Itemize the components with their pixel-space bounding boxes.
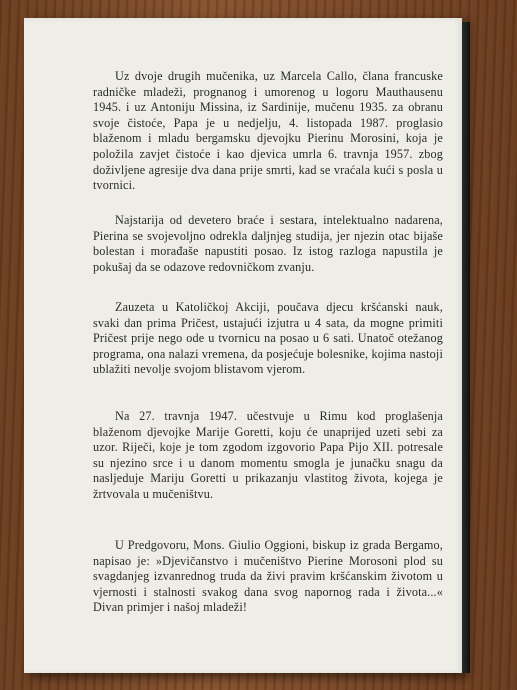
paragraph-5 (93, 538, 443, 616)
paragraph-3-text: Zauzeta u Katoličkoj Akciji, poučava djecu kršćanski nauk, svaki dan prima Pričest, ustajući izjutra u 4 sata, da mogne primiti Pričest prije nego ode u tvornicu na posao u 6 sati. Unatoč otežanog programa, ona nalazi vremena, da posjećuje bolesnike, kojima nastoji ublažiti nevolje svojom blistavom vjerom. (93, 300, 443, 377)
paragraph-4 (93, 409, 443, 503)
paragraph-2 (93, 213, 443, 275)
paragraph-4-text: Na 27. travnja 1947. učestvuje u Rimu kod proglašenja blaženom djevojke Marije Goretti, koju će unaprijed uzeti sebi za uzor. Riječi, koje je tom zgodom izgovorio Papa Pijo XII. potresale su njezino srce i u danom momentu smogla je junačku snagu da nasljeduje Mariju Goretti u prikazanju vlastitog života, kojega je žrtvovala u mučeništvu. (93, 409, 443, 501)
book-spine-edge (462, 22, 470, 673)
paragraph-1-text: Uz dvoje drugih mučenika, uz Marcela Callo, člana francuske radničke mladeži, prognanog i umorenog u logoru Mauthausenu 1945. i uz Antoniju Missina, iz Sardinije, mučenu 1935. za obranu svoje čistoće, Papa je u nedjelju, 4. listopada 1987. proglasio blaženom i mladu bergamsku djevojku Pierinu Morosini, koja je položila zavjet čistoće i kao djevica umrla 6. travnja 1957. zbog doživljene agresije dva dana prije smrti, kad se vraćala kući s posla u tvornici. (93, 69, 443, 193)
paragraph-5-text: U Predgovoru, Mons. Giulio Oggioni, biskup iz grada Bergamo, napisao je: »Djevičanstvo i mučeništvo Pierine Morosoni plod su svagdanjeg izvanrednog truda da živi pravim kršćanskim životom u vjernosti i stalnosti svakog dana svog napornog rada i života...« Divan primjer i našoj mladeži! (93, 538, 443, 615)
paragraph-3 (93, 300, 443, 378)
paragraph-1 (93, 69, 443, 194)
paragraph-2-text: Najstarija od devetero braće i sestara, intelektualno nadarena, Pierina se svojevoljno odrekla daljnjeg studija, jer njezin otac bijaše bolestan i morađaše napustiti posao. Iz istog razloga napustila je pokušaj da se odazove redovničkom zvanju. (93, 213, 443, 274)
